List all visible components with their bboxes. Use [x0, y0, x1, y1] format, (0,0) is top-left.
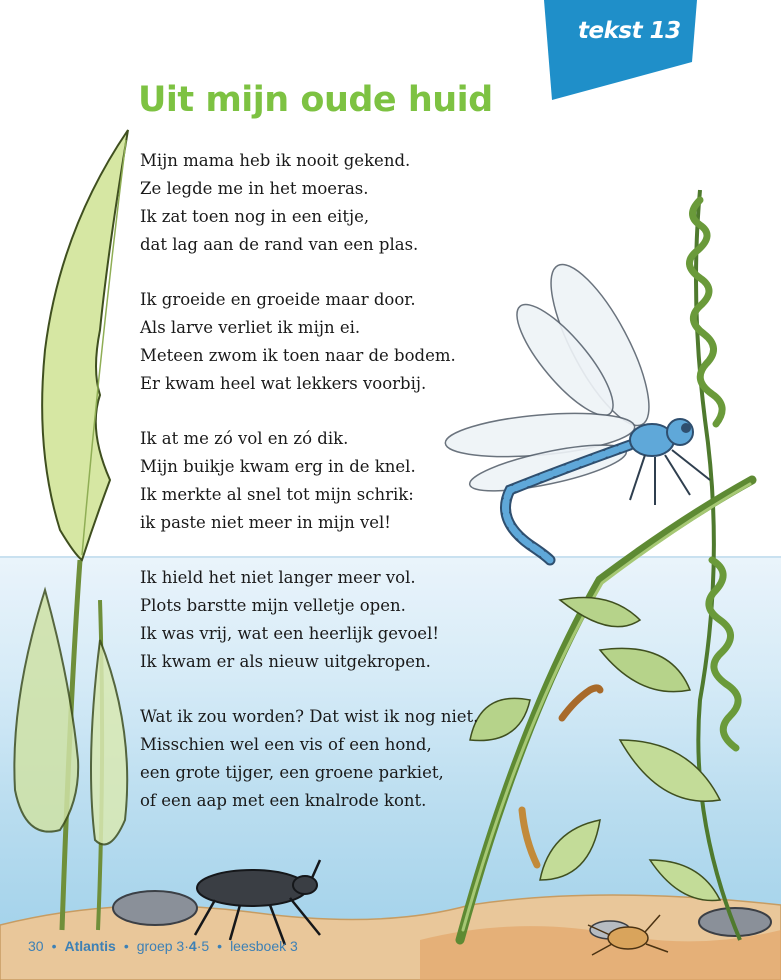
- dragonfly-legs: [630, 450, 710, 505]
- poem-line: Ik zat toen nog in een eitje,: [140, 207, 370, 226]
- larva: [522, 810, 537, 865]
- poem-line: dat lag aan de rand van een plas.: [140, 235, 419, 254]
- dragonfly-head: [667, 419, 693, 445]
- poem-line: Ik at me zó vol en zó dik.: [140, 429, 349, 448]
- footer-separator: •: [217, 938, 223, 954]
- poem-line: Ik merkte al snel tot mijn schrik:: [140, 485, 414, 504]
- stanza: [140, 425, 510, 537]
- stanza: [140, 286, 510, 398]
- stone: [113, 891, 197, 925]
- dragonfly-eye: [681, 423, 691, 433]
- poem: [140, 147, 510, 842]
- groups-last: 5: [201, 938, 210, 954]
- larva: [562, 688, 600, 718]
- page-footer: [28, 934, 298, 958]
- poem-line: Ik hield het niet langer meer vol.: [140, 568, 416, 587]
- poem-line: een grote tijger, een groene parkiet,: [140, 763, 444, 782]
- arrow-leaf-lower: [14, 590, 78, 832]
- groups-current: 4: [188, 938, 197, 954]
- poem-line: Als larve verliet ik mijn ei.: [140, 318, 361, 337]
- leaf: [650, 860, 720, 901]
- leaf: [600, 648, 690, 691]
- poem-line: Ze legde me in het moeras.: [140, 179, 369, 198]
- groups-prefix: groep 3: [136, 938, 185, 954]
- leaf: [620, 740, 720, 801]
- poem-line: Ik groeide en groeide maar door.: [140, 290, 416, 309]
- poem-line: of een aap met een knalrode kont.: [140, 791, 427, 810]
- poem-title: Uit mijn oude huid: [138, 80, 493, 120]
- poem-line: Meteen zwom ik toen naar de bodem.: [140, 346, 456, 365]
- stanza: [140, 703, 510, 815]
- series-name: Atlantis: [64, 938, 116, 954]
- leaf: [540, 820, 600, 880]
- waterweed-leaves: [689, 200, 722, 424]
- waterweed-leaves: [709, 560, 738, 748]
- poem-line: Plots barstte mijn velletje open.: [140, 596, 406, 615]
- groups-label: [137, 938, 209, 954]
- poem-line: Mijn mama heb ik nooit gekend.: [140, 151, 411, 170]
- groups-dot: ·: [196, 938, 202, 954]
- stanza: [140, 564, 510, 676]
- poem-line: Wat ik zou worden? Dat wist ik nog niet.: [140, 707, 479, 726]
- poem-line: Misschien wel een vis of een hond,: [140, 735, 432, 754]
- stanza: [140, 147, 510, 259]
- poem-line: Er kwam heel wat lekkers voorbij.: [140, 374, 427, 393]
- poem-line: Mijn buikje kwam erg in de knel.: [140, 457, 416, 476]
- footer-separator: •: [51, 938, 57, 954]
- footer-separator: •: [123, 938, 129, 954]
- arrow-leaf-lower: [91, 640, 127, 845]
- poem-line: ik paste niet meer in mijn vel!: [140, 513, 391, 532]
- poem-line: Ik was vrij, wat een heerlijk gevoel!: [140, 624, 439, 643]
- page-number: 30: [28, 938, 44, 954]
- book-label: leesboek 3: [230, 938, 298, 954]
- poem-line: Ik kwam er als nieuw uitgekropen.: [140, 652, 431, 671]
- leaf: [560, 598, 640, 627]
- text-number-label: tekst 13: [578, 18, 681, 44]
- groups-dot: ·: [184, 938, 189, 954]
- arrow-leaf: [42, 130, 128, 560]
